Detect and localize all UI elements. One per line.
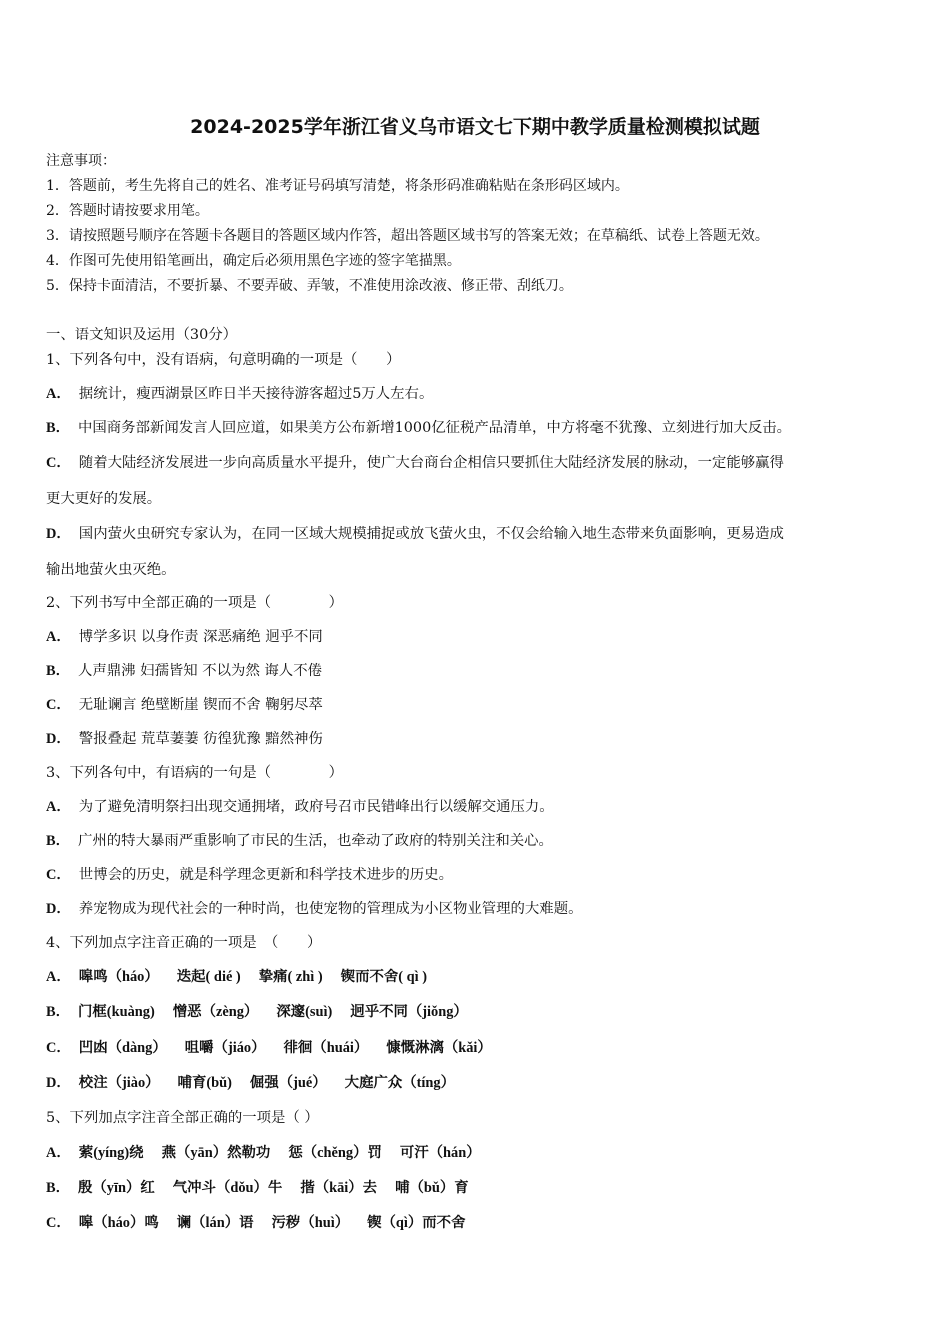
option-label: C． (46, 1215, 71, 1231)
option-term: 哺（bǔ）育 (395, 1180, 469, 1196)
option-label: B． (46, 833, 70, 849)
option-d (46, 899, 582, 919)
question-stem: 5、下列加点字注音全部正确的一项是（ ） (46, 1110, 319, 1126)
notice-item: 2．答题时请按要求用笔。 (46, 203, 209, 219)
question-stem: 4、下列加点字注音正确的一项是 （ ） (46, 935, 322, 951)
option-a (46, 384, 433, 404)
question-stem: 3、下列各句中，有语病的一句是（ ） (46, 765, 343, 781)
option-label: D． (46, 731, 71, 747)
page-title: 2024-2025学年浙江省义乌市语文七下期中教学质量检测模拟试题 (190, 116, 760, 138)
option-term: 谰（lán）语 (176, 1215, 254, 1231)
option-term: 揩（kāi）去 (300, 1180, 378, 1196)
option-term: 咀嚼（jiáo） (184, 1040, 266, 1056)
option-term: 锲（qì）而不舍 (367, 1215, 466, 1231)
option-label: B． (46, 663, 70, 679)
option-text: 为了避免清明祭扫出现交通拥堵，政府号召市民错峰出行以缓解交通压力。 (78, 799, 554, 815)
option-text: 国内萤火虫研究专家认为，在同一区域大规模捕捉或放飞萤火虫，不仅会给输入地生态带来负面影响，更易造成 (78, 526, 784, 542)
option-text: 据统计，瘦西湖景区昨日半天接待游客超过5万人左右。 (78, 386, 434, 402)
option-term: 凹凼（dàng） (78, 1040, 167, 1056)
notice-heading: 注意事项： (46, 153, 116, 169)
option-c (46, 1038, 492, 1058)
option-term: 殷（yīn）红 (78, 1180, 155, 1196)
notice-item: 4．作图可先使用铅笔画出，确定后必须用黑色字迹的签字笔描黑。 (46, 253, 461, 269)
option-text: 养宠物成为现代社会的一种时尚，也使宠物的管理成为小区物业管理的大难题。 (78, 901, 583, 917)
notice-item: 5．保持卡面清洁，不要折暴、不要弄破、弄皱，不准使用涂改液、修正带、刮纸刀。 (46, 278, 573, 294)
option-label: C． (46, 697, 71, 713)
option-term: 深邃(suì) (276, 1004, 333, 1020)
option-term: 迭起( dié ) (176, 969, 241, 985)
option-label: D． (46, 1075, 71, 1091)
option-c (46, 865, 453, 885)
option-term: 萦(yíng)绕 (78, 1145, 144, 1161)
question-stem: 2、下列书写中全部正确的一项是（ ） (46, 595, 343, 611)
option-text: 随着大陆经济发展进一步向高质量水平提升，使广大台商台企相信只要抓住大陆经济发展的脉动，一定能够赢得 (78, 455, 784, 471)
option-term: 门框(kuàng) (78, 1004, 155, 1020)
option-label: A． (46, 629, 71, 645)
option-term: 徘徊（huái） (283, 1040, 369, 1056)
question-stem: 1、下列各句中，没有语病，句意明确的一项是（ ） (46, 352, 401, 368)
option-term: 锲而不舍( qì ) (340, 969, 428, 985)
option-c-continued: 更大更好的发展。 (46, 491, 162, 507)
option-c (46, 453, 784, 473)
option-c (46, 695, 323, 715)
option-term: 可汗（hán） (399, 1145, 481, 1161)
option-label: A． (46, 969, 71, 985)
option-b (46, 661, 322, 681)
option-label: B． (46, 420, 70, 436)
option-term: 慷慨淋漓（kǎi） (386, 1040, 492, 1056)
option-d-continued: 输出地萤火虫灭绝。 (46, 562, 176, 578)
option-label: C． (46, 455, 71, 471)
option-label: A． (46, 1145, 71, 1161)
option-term: 校注（jiào） (78, 1075, 160, 1091)
option-label: B． (46, 1004, 70, 1020)
option-term: 燕（yān）然勒功 (161, 1145, 271, 1161)
option-text: 中国商务部新闻发言人回应道，如果美方公布新增1000亿征税产品清单，中方将毫不犹豫、立刻进行加大反击。 (78, 420, 791, 436)
option-label: B． (46, 1180, 70, 1196)
option-term: 迥乎不同（jiǒng） (350, 1004, 468, 1020)
option-text: 人声鼎沸 妇孺皆知 不以为然 诲人不倦 (78, 663, 322, 679)
option-b (46, 831, 553, 851)
option-d (46, 729, 323, 749)
option-a (46, 1143, 481, 1163)
notice-item: 3．请按照题号顺序在答题卡各题目的答题区域内作答，超出答题区域书写的答案无效；在草稿纸、试卷上答题无效。 (46, 228, 769, 244)
option-a (46, 627, 323, 647)
notice-item: 1．答题前，考生先将自己的姓名、准考证号码填写清楚，将条形码准确粘贴在条形码区域内。 (46, 178, 629, 194)
option-a (46, 797, 554, 817)
option-b (46, 1178, 469, 1198)
option-label: D． (46, 901, 71, 917)
section-heading: 一、语文知识及运用（30分） (46, 327, 237, 343)
option-text: 世博会的历史，就是科学理念更新和科学技术进步的历史。 (78, 867, 453, 883)
option-term: 气冲斗（dǒu）牛 (172, 1180, 283, 1196)
option-term: 嗥（háo）鸣 (78, 1215, 159, 1231)
option-d (46, 524, 784, 544)
option-label: C． (46, 867, 71, 883)
option-term: 憎恶（zèng） (172, 1004, 259, 1020)
option-label: A． (46, 386, 71, 402)
option-a (46, 967, 427, 987)
option-term: 嗥鸣（háo） (78, 969, 159, 985)
option-term: 惩（chěng）罚 (288, 1145, 382, 1161)
option-text: 博学多识 以身作责 深恶痛绝 迥乎不同 (78, 629, 323, 645)
option-term: 大庭广众（tíng） (344, 1075, 456, 1091)
option-b (46, 1002, 468, 1022)
option-text: 无耻谰言 绝壁断崖 锲而不舍 鞠躬尽萃 (78, 697, 323, 713)
option-label: D． (46, 526, 71, 542)
option-term: 挚痛( zhì ) (258, 969, 323, 985)
option-c (46, 1213, 465, 1233)
option-term: 污秽（huì） (271, 1215, 350, 1231)
option-label: C． (46, 1040, 71, 1056)
option-label: A． (46, 799, 71, 815)
option-term: 倔强（jué） (249, 1075, 327, 1091)
option-term: 哺育(bǔ) (177, 1075, 232, 1091)
option-b (46, 418, 791, 438)
option-d (46, 1073, 455, 1093)
option-text: 警报叠起 荒草萋萋 彷徨犹豫 黯然神伤 (78, 731, 323, 747)
option-text: 广州的特大暴雨严重影响了市民的生活，也牵动了政府的特别关注和关心。 (78, 833, 553, 849)
